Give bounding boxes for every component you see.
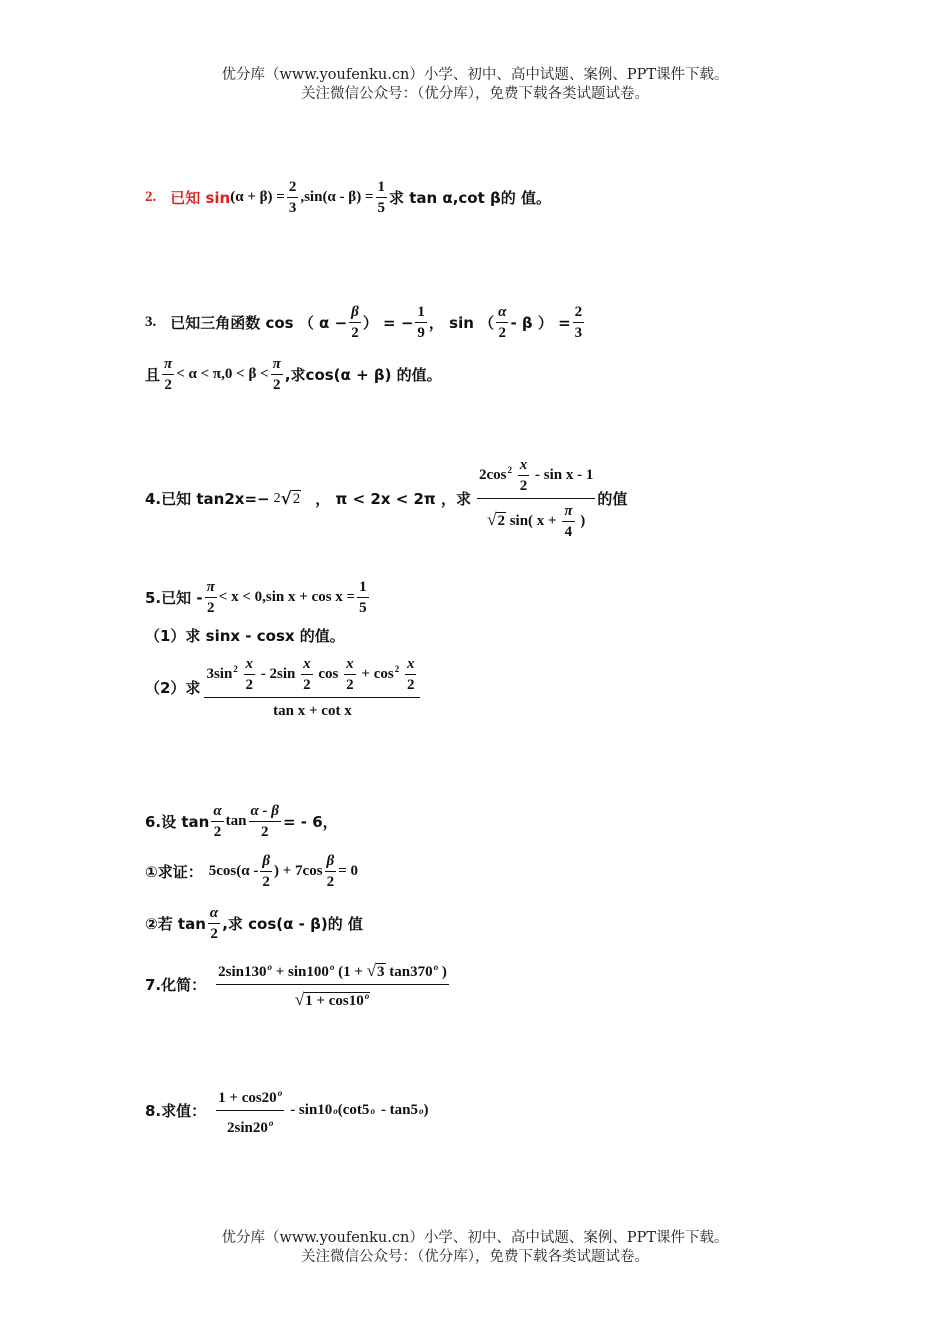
problem-6-part-1 (145, 852, 358, 891)
problem-8-expr-c: - tan5 (380, 1102, 419, 1118)
problem-3-expr-b: ， sin （ (428, 314, 495, 332)
problem-6-value: = - 6， (282, 813, 338, 831)
fraction: $\frac{2}{3}$ (574, 304, 583, 341)
problem-3-line-1 (145, 303, 586, 342)
header-line-1: 优分库（www.youfenku.cn）小学、初中、高中试题、案例、PPT课件下载。 (221, 67, 729, 83)
sqrt-icon: √ (294, 990, 305, 1009)
problem-4-tail: 的值 (597, 490, 628, 508)
fraction: $\frac{\beta}{2}$ (262, 853, 270, 890)
problem-5-q1-text: （1）求 sinx - cosx 的值。 (145, 627, 345, 645)
problem-2-number: 2. (145, 189, 157, 205)
problem-3-line-2-expr-b: ,求cos(α + β) 的值。 (284, 366, 442, 384)
problem-6-part-1-expr-a: 5cos(α - (208, 863, 259, 879)
problem-2-expr-a: (α + β) = (230, 189, 285, 205)
problem-7 (145, 958, 451, 1010)
problem-5-lead: 5.已知 - (145, 589, 203, 607)
problem-4-condition: ， π < 2x < 2π ，求 (315, 490, 472, 508)
problem-4-coefficient: 2 (273, 490, 281, 506)
problem-5-question-1 (145, 625, 345, 646)
fraction: $\frac{\beta}{2}$ (326, 853, 335, 890)
problem-3-line-2 (145, 355, 442, 394)
problem-3-line-2-expr-a: < α < π,0 < β < (176, 366, 269, 382)
fraction: $\frac{2}{3}$ (288, 179, 297, 216)
page-header (0, 66, 950, 104)
problem-2-lead: 已知 sin (170, 189, 231, 207)
footer-line-2: 关注微信公众号：（优分库），免费下载各类试题试卷。 (301, 1249, 649, 1265)
problem-3-expr-c: - β ） = (510, 314, 571, 332)
problem-6-part-1-expr-c: = 0 (338, 863, 359, 879)
problem-8-expr-b: (cot5 (337, 1102, 370, 1118)
problem-3-number: 3. (145, 314, 157, 330)
problem-5-line-1 (145, 578, 371, 617)
sqrt-icon: √ (280, 488, 292, 509)
problem-8-expr-d: ) (423, 1102, 429, 1118)
header-line-2: 关注微信公众号：（优分库），免费下载各类试题试卷。 (301, 86, 649, 102)
degree-mark: o (333, 1105, 338, 1116)
degree-mark: o (419, 1105, 424, 1116)
problem-2-expr-b: ,sin(α - β) = (300, 189, 374, 205)
problem-3-lead: 已知三角函数 cos （ α − (170, 314, 348, 332)
problem-7-lead: 7.化简： (145, 975, 207, 994)
fraction: $\frac{\beta}{2}$ (351, 304, 359, 341)
problem-4 (145, 456, 627, 541)
problem-8-expr-a: - sin10 (290, 1102, 333, 1118)
fraction: $\frac{\pi}{2}$ (164, 356, 173, 393)
fraction: $\frac{1}{5}$ (359, 579, 367, 616)
sqrt-icon: √ (487, 509, 497, 529)
problem-8-fraction: $\frac{1 + \cos 20^o}{2\sin 20^o}$ (216, 1084, 284, 1137)
problem-5-question-2 (145, 655, 422, 720)
problem-4-lead: 4.已知 tan2x=− (145, 490, 270, 508)
problem-8 (145, 1084, 429, 1137)
fraction: $\frac{\pi}{2}$ (206, 579, 215, 616)
problem-8-lead: 8.求值： (145, 1102, 207, 1120)
problem-6-part-2 (145, 904, 363, 943)
fraction: $\frac{\alpha}{2}$ (498, 304, 507, 341)
problem-2 (145, 178, 551, 217)
page-footer (0, 1229, 950, 1267)
fraction: $\frac{1}{9}$ (417, 304, 425, 341)
problem-5-expr: < x < 0,sin x + cos x = (218, 589, 356, 605)
problem-3-line-2-lead: 且 (145, 366, 161, 384)
sqrt-icon: √ (366, 961, 377, 980)
problem-5-q2-lead: （2）求 (145, 679, 201, 697)
fraction: $\frac{\alpha}{2}$ (209, 905, 219, 942)
problem-4-fraction: $2\cos^2$ $\frac{x}{2}$ - sin x - 1 √2 sin( x + $\frac{\pi}{4}$ ) (479, 457, 594, 540)
problem-6-part-1-lead: ①求证： (145, 863, 203, 881)
fraction: $\frac{\alpha - \beta}{2}$ (250, 803, 279, 840)
problem-2-expr-c: 求 tan α,cot β的 值。 (389, 189, 551, 207)
problem-7-fraction: $2\sin 130^o + \sin 100^o$ (1 + √3 tan370$^o$ ) $√1 + \cos 10^o$ (216, 958, 449, 1010)
problem-6-part-2-expr: ,求 cos(α - β)的 值 (222, 915, 363, 933)
fraction: $\frac{\pi}{2}$ (272, 356, 281, 393)
fraction: $\frac{1}{5}$ (377, 179, 385, 216)
problem-6-lead: 6.设 tan (145, 813, 210, 831)
problem-3-expr-a: ） = − (362, 314, 414, 332)
fraction: $\frac{\alpha}{2}$ (213, 803, 222, 840)
footer-line-1: 优分库（www.youfenku.cn）小学、初中、高中试题、案例、PPT课件下载。 (221, 1230, 729, 1246)
problem-6-part-1-expr-b: ) + 7cos (274, 863, 323, 879)
problem-6-tan: tan (225, 813, 247, 829)
problem-6-part-2-lead: ②若 tan (145, 915, 206, 933)
degree-mark: o (370, 1105, 375, 1116)
problem-4-radicand: 2 (292, 490, 301, 507)
problem-6-line-1 (145, 802, 338, 841)
problem-5-fraction: $3\sin^2$ $\frac{x}{2}$ - 2sin $\frac{x}{2}$ cos $\frac{x}{2}$ + $\cos^2$ $\frac{x}{2}$ tan x + cot x (204, 655, 420, 720)
